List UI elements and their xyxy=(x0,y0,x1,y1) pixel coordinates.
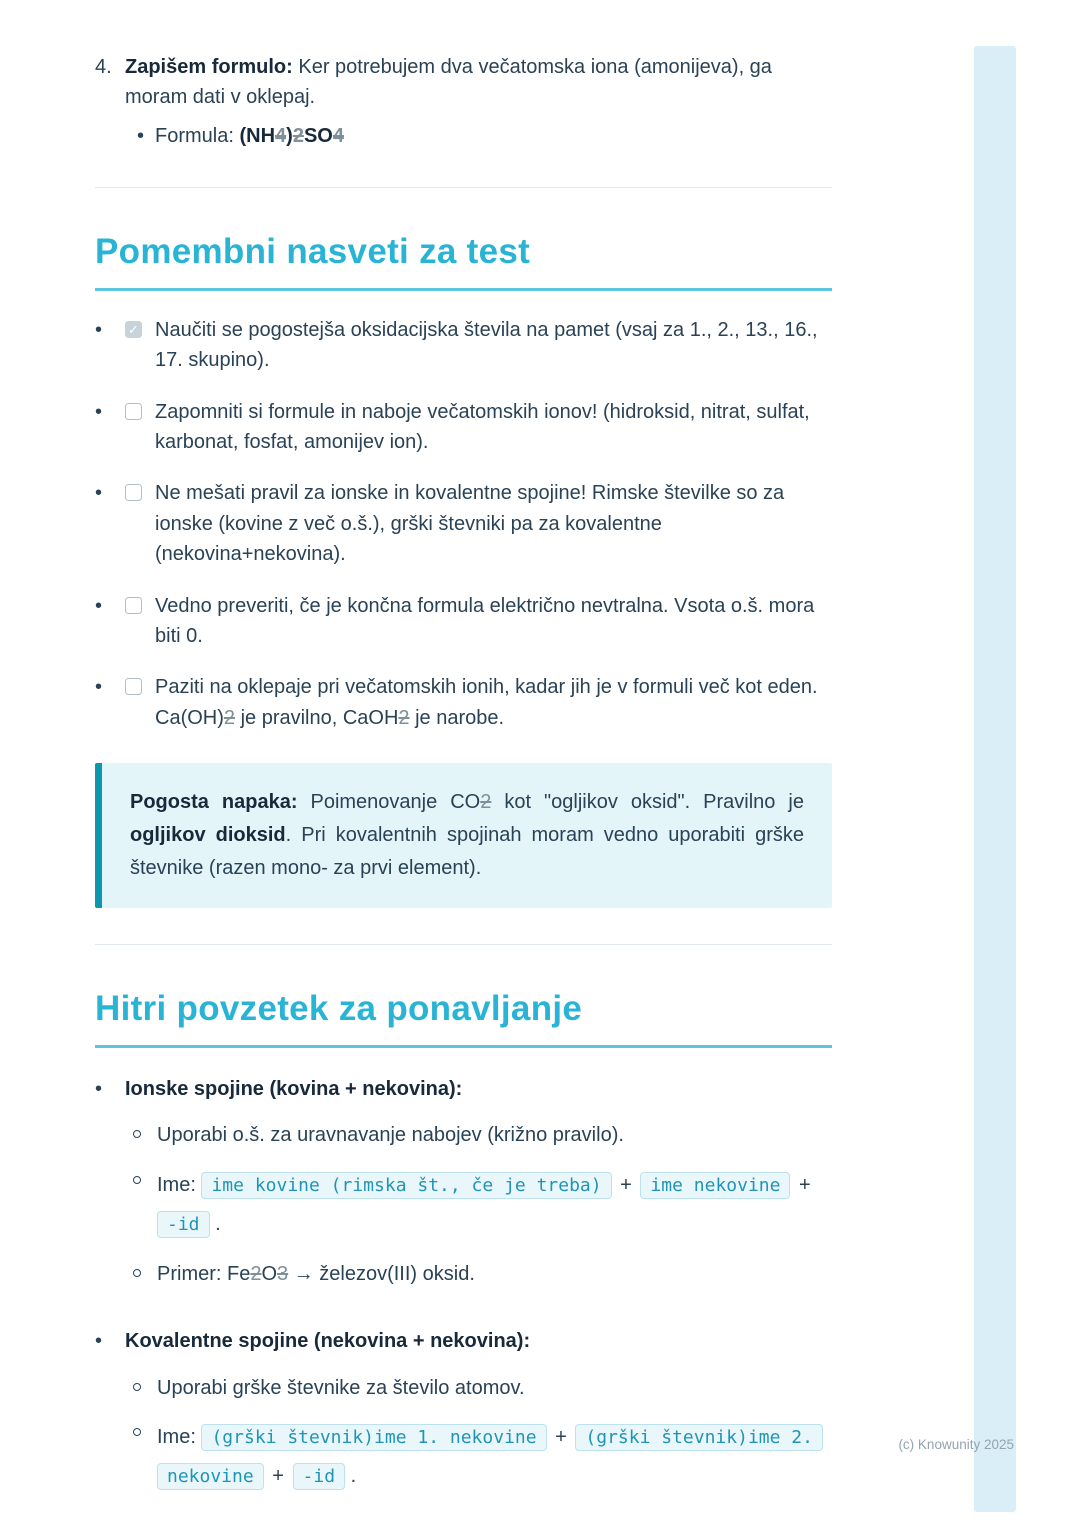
plus-separator: + xyxy=(272,1464,284,1487)
formula-text xyxy=(155,121,832,151)
ime-label: Ime: xyxy=(157,1425,196,1448)
circle-bullet-icon xyxy=(133,1176,141,1184)
code-chip: ime kovine (rimska št., če je treba) xyxy=(201,1172,611,1199)
sub-item-text: Uporabi grške števnike za število atomov. xyxy=(157,1376,525,1399)
summary-item-title: Kovalentne spojine (nekovina + nekovina): xyxy=(125,1330,531,1353)
checklist-item xyxy=(95,672,832,733)
sub-item-naming xyxy=(133,1418,832,1496)
code-chip: (grški števnik)ime 2. nekovine xyxy=(157,1424,823,1490)
example-text: Primer: Fe2O3 → železov(III) oksid. xyxy=(157,1262,475,1285)
numbered-step-4 xyxy=(95,52,832,151)
footer-credit: (c) Knowunity 2025 xyxy=(898,1437,1014,1452)
summary-item-ionic xyxy=(95,1074,832,1304)
plus-separator: + xyxy=(620,1173,632,1196)
covalent-sublist xyxy=(133,1373,832,1496)
step-number: 4. xyxy=(95,56,112,78)
subscript-strike: 4 xyxy=(275,124,287,147)
circle-bullet-icon xyxy=(133,1428,141,1436)
circle-bullet-icon xyxy=(133,1383,141,1391)
checkbox[interactable] xyxy=(125,321,142,338)
checkbox[interactable] xyxy=(125,484,142,501)
plus-separator: + xyxy=(555,1425,567,1448)
subscript-strike: 2 xyxy=(250,1262,262,1285)
step-text xyxy=(125,52,832,113)
checklist-item xyxy=(95,315,832,376)
plus-separator: + xyxy=(799,1173,811,1196)
sub-item-example xyxy=(133,1259,832,1289)
checklist-item-text: Ne mešati pravil za ionske in kovalentne spojine! Rimske številke so za ionske (kovine z več o.š.), grški števniki pa za kovalentne (nekovina+nekovina). xyxy=(155,482,785,566)
naming-pattern xyxy=(157,1418,832,1496)
subscript-strike: 4 xyxy=(332,124,344,147)
ime-label: Ime: xyxy=(157,1173,196,1196)
checkbox[interactable] xyxy=(125,597,142,614)
summary-item-title: Ionske spojine (kovina + nekovina): xyxy=(125,1077,463,1100)
section-divider xyxy=(95,187,832,188)
tips-heading: Pomembni nasveti za test xyxy=(95,232,531,272)
tips-heading-underline xyxy=(95,288,832,291)
bullet-icon: • xyxy=(137,124,145,147)
checklist-item xyxy=(95,478,832,569)
section-divider xyxy=(95,944,832,945)
summary-heading: Hitri povzetek za ponavljanje xyxy=(95,989,583,1029)
sub-item-rule xyxy=(133,1373,832,1403)
formula-label: Formula: xyxy=(155,124,240,147)
subscript-strike: 3 xyxy=(277,1262,289,1285)
formula-list xyxy=(125,121,832,151)
bullet-icon: • xyxy=(95,1077,103,1100)
bullet-icon: • xyxy=(95,1330,103,1353)
checklist-item-text: Naučiti se pogostejša oksidacijska števila na pamet (vsaj za 1., 2., 13., 16., 17. skupino). xyxy=(155,318,818,372)
warning-callout xyxy=(95,763,832,908)
bullet-icon: • xyxy=(95,482,103,505)
formula-item xyxy=(125,121,832,151)
checklist-item xyxy=(95,591,832,652)
summary-list xyxy=(95,1074,832,1511)
bullet-icon: • xyxy=(95,676,103,699)
checkbox[interactable] xyxy=(125,678,142,695)
sub-item-text: Uporabi o.š. za uravnavanje nabojev (križno pravilo). xyxy=(157,1124,624,1147)
subscript-strike: 2 xyxy=(223,706,236,729)
checklist-item-text: Zapomniti si formule in naboje večatomskih ionov! (hidroksid, nitrat, sulfat, karbonat, fosfat, amonijev ion). xyxy=(155,400,810,454)
code-chip: -id xyxy=(293,1463,346,1490)
sub-item-rule xyxy=(133,1120,832,1150)
subscript-strike: 2 xyxy=(398,706,410,729)
naming-pattern xyxy=(157,1166,832,1244)
bullet-icon: • xyxy=(95,594,103,617)
subscript-strike: 2 xyxy=(292,124,304,147)
checkbox[interactable] xyxy=(125,403,142,420)
bullet-icon: • xyxy=(95,318,103,341)
checklist-item-text: Paziti na oklepaje pri večatomskih ionih, kadar jih je v formuli več kot eden. Ca(OH)2 je pravilno, CaOH2 je narobe. xyxy=(155,676,818,729)
summary-heading-underline xyxy=(95,1045,832,1048)
checklist-item xyxy=(95,397,832,458)
code-chip: -id xyxy=(157,1211,210,1238)
formula-value: (NH4)2SO4 xyxy=(239,124,344,147)
step-title: Zapišem formulo: xyxy=(125,56,293,78)
step-description: Ker potrebujem dva večatomska iona (amonijeva), ga moram dati v oklepaj. xyxy=(125,56,772,109)
checklist-item-text: Vedno preveriti, če je končna formula električno nevtralna. Vsota o.š. mora biti 0. xyxy=(155,594,815,648)
scrollbar-track[interactable] xyxy=(974,46,1016,1512)
bullet-icon: • xyxy=(95,400,103,423)
circle-bullet-icon xyxy=(133,1269,141,1277)
period: . xyxy=(215,1212,221,1235)
callout-emphasis: ogljikov dioksid xyxy=(130,824,286,847)
callout-lead: Pogosta napaka: xyxy=(130,791,298,814)
summary-item-covalent xyxy=(95,1326,832,1511)
circle-bullet-icon xyxy=(133,1130,141,1138)
note-content xyxy=(95,0,832,1528)
subscript-strike: 2 xyxy=(480,791,492,814)
period: . xyxy=(350,1464,357,1487)
callout-text: Pogosta napaka: Poimenovanje CO2 kot "ogljikov oksid". Pravilno je ogljikov dioksid. Pri kovalentnih spojinah moram vedno uporabiti grške števnike (razen mono- za prvi element). xyxy=(130,791,804,880)
code-chip: ime nekovine xyxy=(640,1172,790,1199)
tips-checklist xyxy=(95,315,832,733)
code-chip: (grški števnik)ime 1. nekovine xyxy=(201,1424,546,1451)
ionic-sublist xyxy=(133,1120,832,1289)
sub-item-naming xyxy=(133,1166,832,1244)
